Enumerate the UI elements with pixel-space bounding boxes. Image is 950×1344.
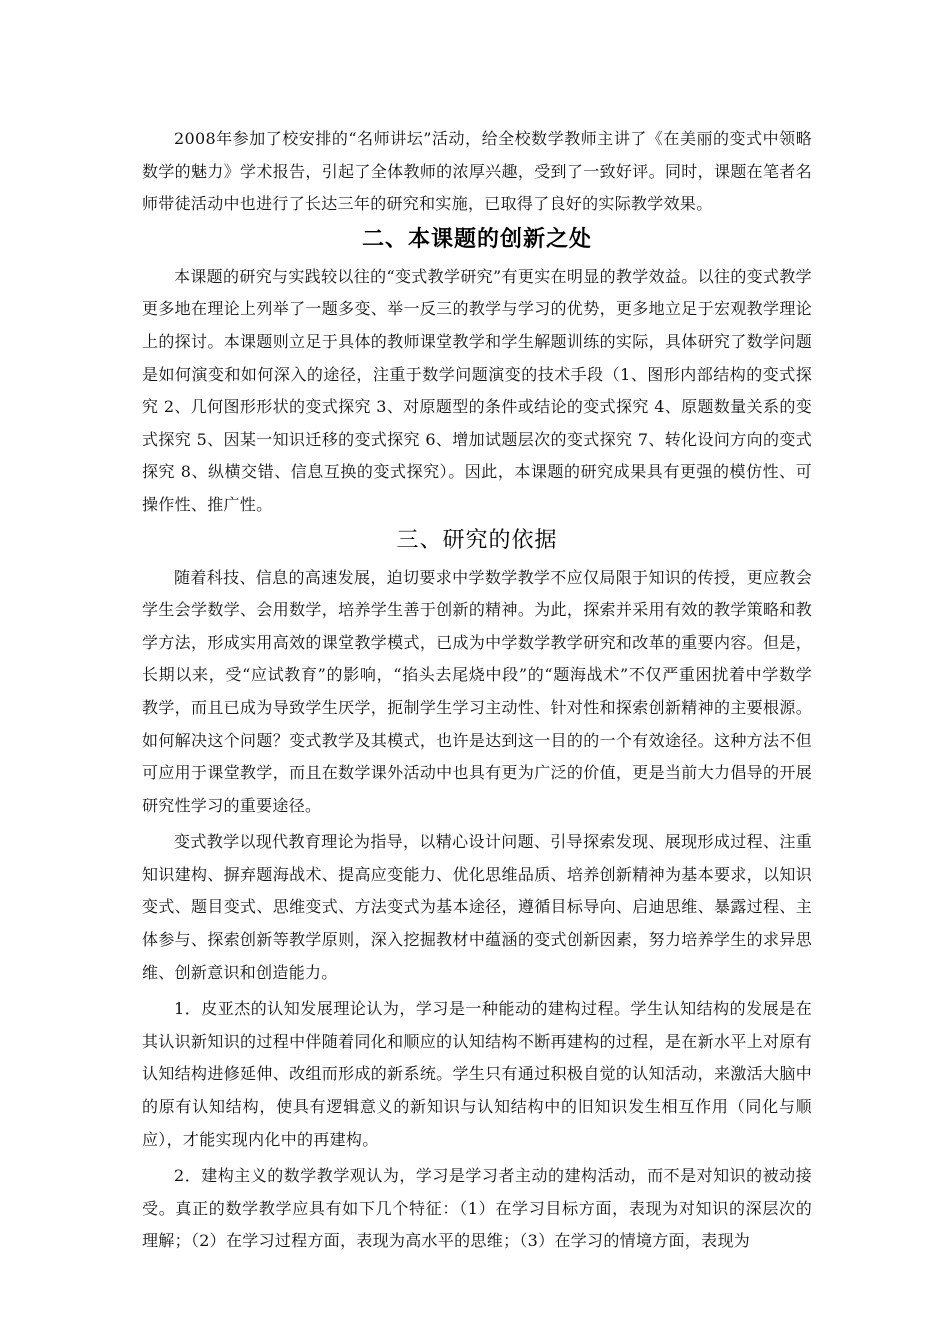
paragraph: 本课题的研究与实践较以往的“变式教学研究”有更实在明显的教学效益。以往的变式教学更多地在理论上列举了一题多变、举一反三的教学与学习的优势，更多地立足于宏观教学理论上的探讨。本课题则立足于具体的教师课堂教学和学生解题训练的实际，具体研究了数学问题是如何演变和如何深入的途径，注重于数学问题演变的技术手段（1、图形内部结构的变式探究 2、几何图形形状的变式探究 3、对原题型的条件或结论的变式探究 4、原题数量关系的变式探究 5、因某一知识迁移的变式探究 6、增加试题层次的变式探究 7、转化设问方向的变式探究 8、纵横交错、信息互换的变式探究）。因此，本课题的研究成果具有更强的模仿性、可操作性、推广性。 [142,266,812,514]
section-heading-basis: 三、研究的依据 [396,527,558,553]
document-body [142,123,812,1258]
paragraph: 2008年参加了校安排的“名师讲坛”活动，给全校数学教师主讲了《在美丽的变式中领略数学的魅力》学术报告，引起了全体教师的浓厚兴趣，受到了一致好评。同时，课题在笔者名师带徒活动中也进行了长达三年的研究和实施，已取得了良好的实际教学效果。 [142,129,812,214]
paragraph: 2．建构主义的数学教学观认为，学习是学习者主动的建构活动，而不是对知识的被动接受。真正的数学教学应具有如下几个特征：（1）在学习目标方面，表现为对知识的深层次的理解；（2）在学习过程方面，表现为高水平的思维；（3）在学习的情境方面，表现为 [142,1166,812,1251]
paragraph: 随着科技、信息的高速发展，迫切要求中学数学教学不应仅局限于知识的传授，更应教会学生会学数学、会用数学，培养学生善于创新的精神。为此，探索并采用有效的教学策略和教学方法，形成实用高效的课堂教学模式，已成为中学数学教学研究和改革的重要内容。但是，长期以来，受“应试教育”的影响，“掐头去尾烧中段”的“题海战术”不仅严重困扰着中学数学教学，而且已成为导致学生厌学，扼制学生学习主动性、针对性和探索创新精神的主要根源。如何解决这个问题？变式教学及其模式，也许是达到这一目的的一个有效途径。这种方法不但可应用于课堂教学，而且在数学课外活动中也具有更为广泛的价值，更是当前大力倡导的开展研究性学习的重要途径。 [142,567,812,815]
paragraph: 变式教学以现代教育理论为指导，以精心设计问题、引导探索发现、展现形成过程、注重知识建构、摒弃题海战术、提高应变能力、优化思维品质、培养创新精神为基本要求，以知识变式、题目变式、思维变式、方法变式为基本途径，遵循目标导向、启迪思维、暴露过程、主体参与、探索创新等教学原则，深入挖掘教材中蕴涵的变式创新因素，努力培养学生的求异思维、创新意识和创造能力。 [142,832,812,982]
paragraph: 1．皮亚杰的认知发展理论认为，学习是一种能动的建构过程。学生认知结构的发展是在其认识新知识的过程中伴随着同化和顺应的认知结构不断再建构的过程，是在新水平上对原有认知结构进修延伸、改组而形成的新系统。学生只有通过积极自觉的认知活动，来激活大脑中的原有认知结构，使具有逻辑意义的新知识与认知结构中的旧知识发生相互作用（同化与顺应），才能实现内化中的再建构。 [142,999,812,1149]
section-heading-innovation: 二、本课题的创新之处 [361,226,592,252]
